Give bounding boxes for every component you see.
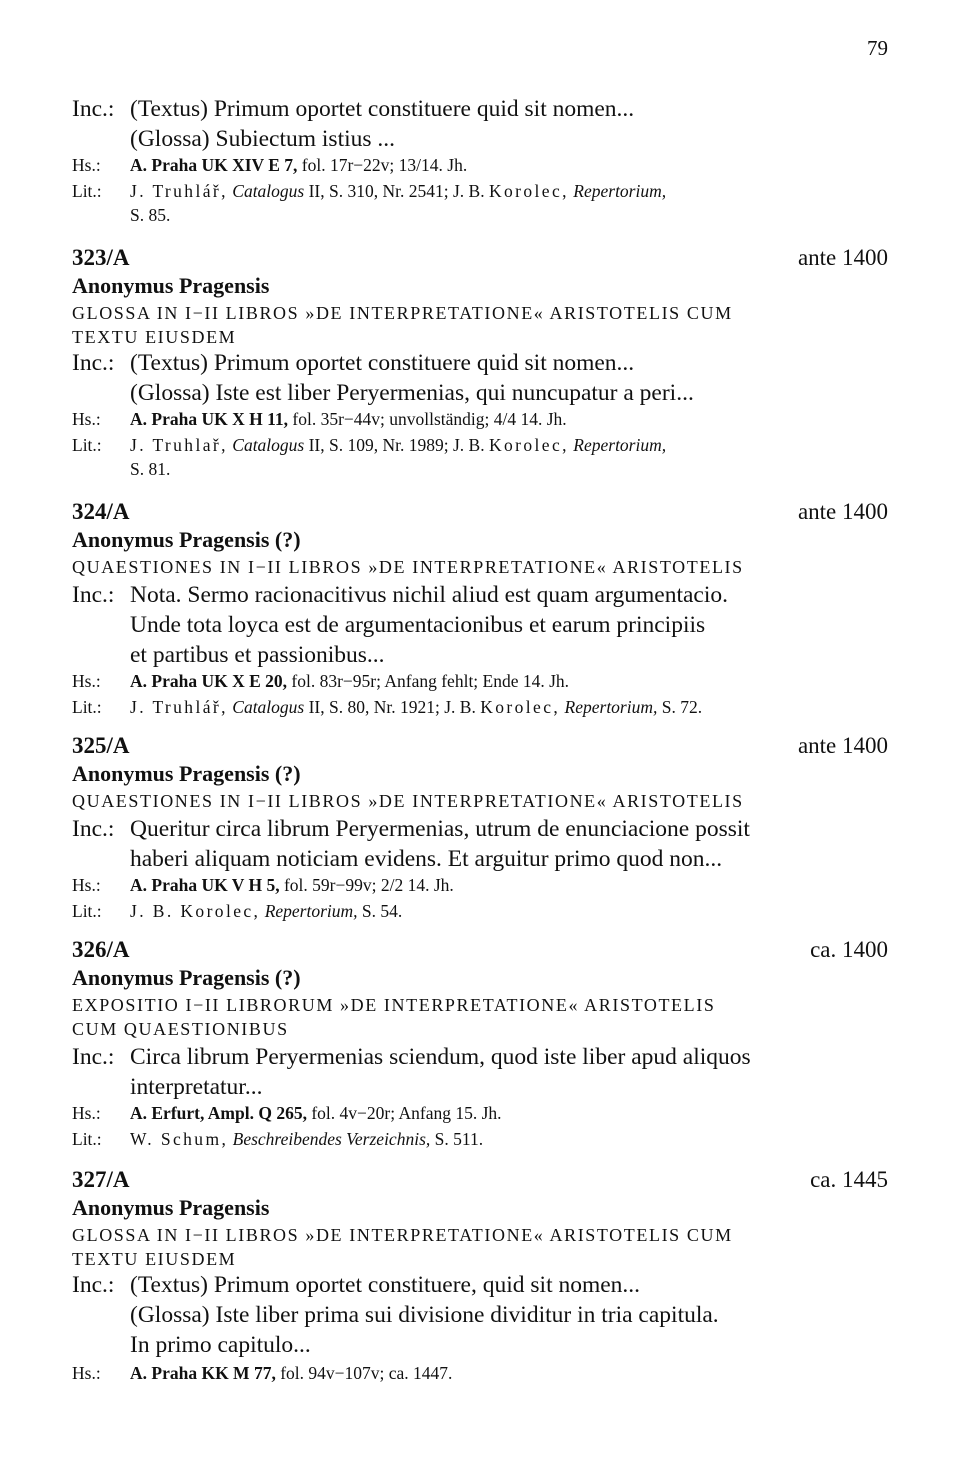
incipit-line: Inc.: Queritur circa librum Peryermenias, utrum de enunciacione possit	[72, 816, 750, 842]
manuscript-shelfmark: A. Praha UK X E 20,	[130, 671, 288, 691]
page-number: 79	[867, 36, 888, 60]
incipit-line: Inc.: Nota. Sermo racionacitivus nichil aliud est quam argumentacio.	[72, 582, 728, 608]
hs-line: Hs.: A. Praha KK M 77, fol. 94v−107v; ca. 1447.	[72, 1363, 453, 1383]
manuscript-shelfmark: A. Praha UK V H 5,	[130, 875, 280, 895]
entry-number: 323/A	[72, 245, 130, 270]
entry-number: 325/A	[72, 733, 130, 758]
inc-label: Inc.:	[72, 96, 115, 122]
entry-title-cont: CUM QUAESTIONIBUS	[72, 1019, 289, 1039]
manuscript-shelfmark: A. Praha KK M 77,	[130, 1363, 276, 1383]
prev-incipit-line	[72, 94, 888, 124]
entry-header-325	[72, 731, 888, 761]
entry-title: GLOSSA IN I−II LIBROS »DE INTERPRETATIONE« ARISTOTELIS CUM	[72, 1225, 733, 1245]
manuscript-shelfmark: A. Praha UK XIV E 7,	[130, 155, 298, 175]
entry-date: ca. 1445	[810, 1167, 888, 1192]
incipit-text: (Textus) Primum oportet constituere quid sit nomen...	[130, 96, 635, 122]
entry-number: 326/A	[72, 937, 130, 962]
lit-line: Lit.: W. Schum, Beschreibendes Verzeichnis, S. 511.	[72, 1129, 484, 1149]
lit-line: Lit.: J. B. Korolec, Repertorium, S. 54.	[72, 901, 403, 921]
hs-line: Hs.: A. Praha UK V H 5, fol. 59r−99v; 2/2 14. Jh.	[72, 875, 454, 895]
entry-header-327	[72, 1165, 888, 1195]
entry-header-323	[72, 243, 888, 273]
entry-header-324	[72, 497, 888, 527]
prev-lit-line: Lit.: J. Truhlář, Catalogus II, S. 310, Nr. 2541; J. B. Korolec, Repertorium,	[72, 181, 667, 201]
entry-author: Anonymus Pragensis	[72, 273, 270, 298]
incipit-line: Inc.: (Textus) Primum oportet constituere quid sit nomen...	[72, 350, 635, 376]
prev-gloss-line: (Glossa) Subiectum istius ...	[130, 126, 396, 152]
gloss-line: (Glossa) Iste est liber Peryermenias, qui nuncupatur a peri...	[130, 380, 694, 406]
entry-number: 324/A	[72, 499, 130, 524]
entry-title: QUAESTIONES IN I−II LIBROS »DE INTERPRETATIONE« ARISTOTELIS	[72, 791, 744, 811]
entry-author: Anonymus Pragensis (?)	[72, 527, 301, 552]
entry-author: Anonymus Pragensis (?)	[72, 965, 301, 990]
entry-date: ante 1400	[797, 733, 888, 758]
entry-title-cont: TEXTU EIUSDEM	[72, 1249, 237, 1269]
entry-author: Anonymus Pragensis (?)	[72, 761, 301, 786]
hs-line: Hs.: A. Praha UK X E 20, fol. 83r−95r; Anfang fehlt; Ende 14. Jh.	[72, 671, 570, 691]
entry-date: ante 1400	[797, 499, 888, 524]
manuscript-shelfmark: A. Erfurt, Ampl. Q 265,	[130, 1103, 307, 1123]
entry-author: Anonymus Pragensis	[72, 1195, 270, 1220]
entry-title: GLOSSA IN I−II LIBROS »DE INTERPRETATIONE« ARISTOTELIS CUM	[72, 303, 733, 323]
hs-line: Hs.: A. Erfurt, Ampl. Q 265, fol. 4v−20r; Anfang 15. Jh.	[72, 1103, 502, 1123]
entry-header-326	[72, 935, 888, 965]
hs-line: Hs.: A. Praha UK X H 11, fol. 35r−44v; unvollständig; 4/4 14. Jh.	[72, 409, 567, 429]
entry-title-cont: TEXTU EIUSDEM	[72, 327, 237, 347]
entry-number: 327/A	[72, 1167, 130, 1192]
manuscript-shelfmark: A. Praha UK X H 11,	[130, 409, 288, 429]
prev-hs-line: Hs.: A. Praha UK XIV E 7, fol. 17r−22v; 13/14. Jh.	[72, 155, 468, 175]
incipit-line: Inc.: Circa librum Peryermenias sciendum, quod iste liber apud aliquos	[72, 1044, 751, 1070]
entry-title: EXPOSITIO I−II LIBRORUM »DE INTERPRETATIONE« ARISTOTELIS	[72, 995, 716, 1015]
incipit-line: Inc.: (Textus) Primum oportet constituere, quid sit nomen...	[72, 1272, 641, 1298]
entry-date: ca. 1400	[810, 937, 888, 962]
entry-date: ante 1400	[797, 245, 888, 270]
entry-title: QUAESTIONES IN I−II LIBROS »DE INTERPRETATIONE« ARISTOTELIS	[72, 557, 744, 577]
lit-line: Lit.: J. Truhlář, Catalogus II, S. 80, Nr. 1921; J. B. Korolec, Repertorium, S. 72.	[72, 697, 703, 717]
lit-line: Lit.: J. Truhlař, Catalogus II, S. 109, Nr. 1989; J. B. Korolec, Repertorium,	[72, 435, 667, 455]
